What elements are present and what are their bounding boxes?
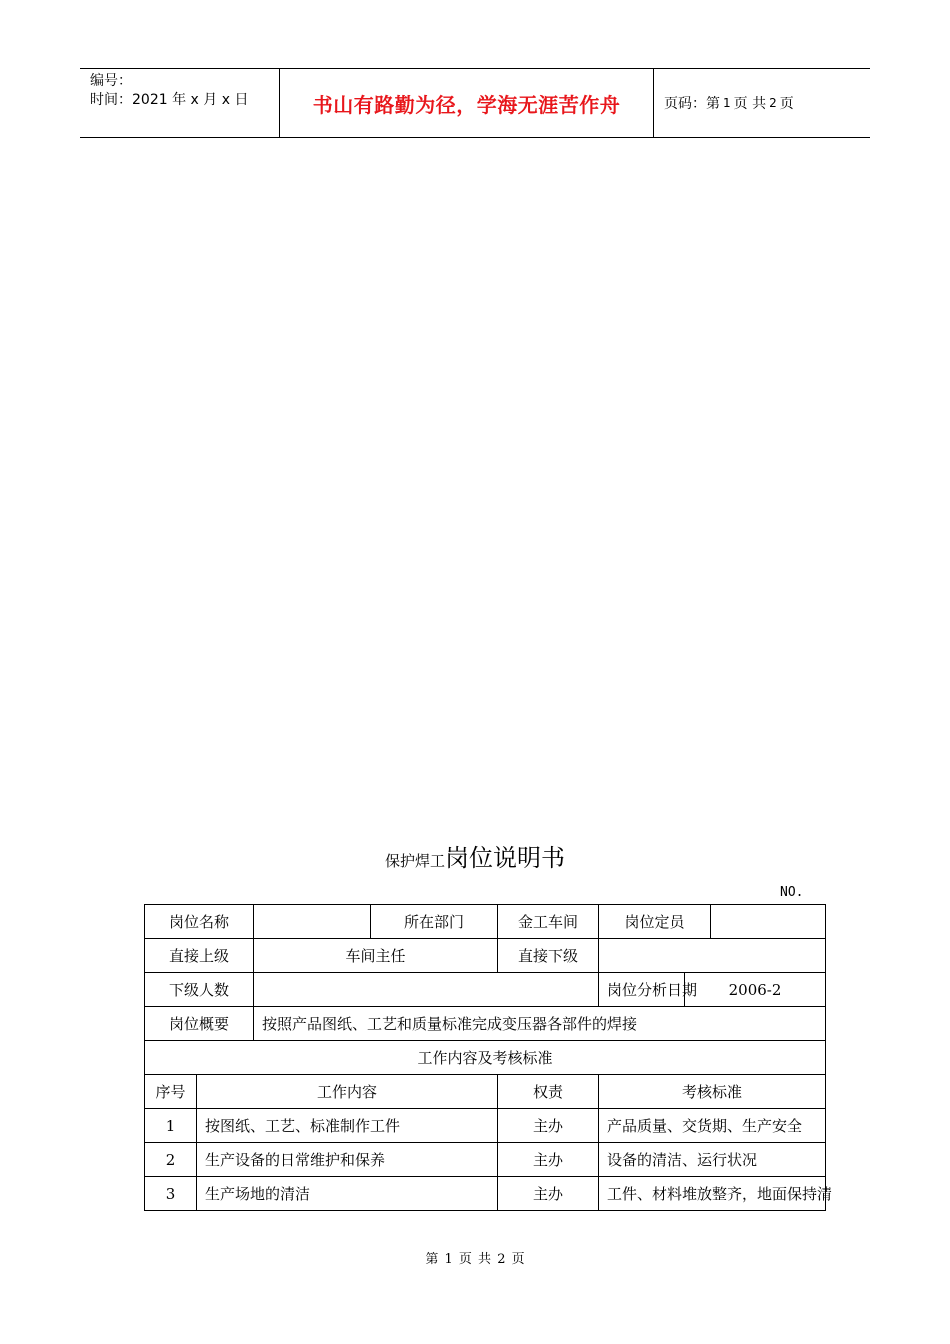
job-description-table [144,904,833,1211]
row-content: 生产场地的清洁 [197,1177,498,1211]
sub-count-label: 下级人数 [145,973,254,1007]
footer-prefix: 第 [425,1252,439,1267]
position-name-label: 岗位名称 [145,905,254,939]
time-day: x [221,92,231,108]
table-row [145,939,826,973]
column-header-content: 工作内容 [197,1075,498,1109]
superior-value: 车间主任 [254,939,498,973]
row-standard: 产品质量、交货期、生产安全 [599,1109,826,1143]
table-row [145,1109,826,1143]
row-responsibility: 主办 [498,1177,599,1211]
row-content: 生产设备的日常维护和保养 [197,1143,498,1177]
department-value: 金工车间 [498,905,599,939]
row-standard: 设备的清洁、运行状况 [599,1143,826,1177]
superior-label: 直接上级 [145,939,254,973]
table-row [145,973,826,1007]
time-year-unit: 年 [172,92,187,108]
table-header-row [145,1075,826,1109]
table-row [145,1041,826,1075]
analysis-date-value: 2006-2 [685,973,826,1007]
table-row [145,905,826,939]
footer-current: 1 [444,1252,453,1267]
column-header-standard: 考核标准 [599,1075,826,1109]
page-current: 1 [723,96,731,110]
row-content: 按图纸、工艺、标准制作工件 [197,1109,498,1143]
subordinate-label: 直接下级 [498,939,599,973]
time-year: 2021 [132,92,168,108]
footer-total: 2 [497,1252,506,1267]
time-label: 时间： [90,92,132,108]
section-title: 工作内容及考核标准 [145,1041,826,1075]
row-standard: 工件、材料堆放整齐，地面保持清 [599,1177,826,1211]
title-prefix: 保护焊工 [384,852,445,870]
sub-count-value [254,973,599,1007]
page-total: 2 [769,96,777,110]
time-day-unit: 日 [234,92,249,108]
subordinate-value [599,939,826,973]
summary-value: 按照产品图纸、工艺和质量标准完成变压器各部件的焊接 [254,1007,826,1041]
title-main: 岗位说明书 [445,844,565,872]
column-header-no: 序号 [145,1075,197,1109]
page-footer [0,1248,950,1267]
column-header-responsibility: 权责 [498,1075,599,1109]
department-label: 所在部门 [371,905,498,939]
page-mid: 页 共 [733,96,767,112]
row-no: 1 [145,1109,197,1143]
summary-label: 岗位概要 [145,1007,254,1041]
table-row [145,1007,826,1041]
time-line [90,91,279,110]
time-month: x [190,92,199,108]
page-prefix: 页码：第 [664,96,720,112]
headcount-value [711,905,826,939]
header-page-counter [654,69,870,137]
header-meta [80,69,280,137]
analysis-date-label: 岗位分析日期 [599,973,685,1007]
page-suffix: 页 [779,96,794,112]
footer-suffix: 页 [511,1252,525,1267]
position-name-value [254,905,371,939]
table-row [145,1177,826,1211]
document-number-label: NO. [780,885,804,900]
time-month-unit: 月 [203,92,218,108]
document-title [0,838,950,873]
header-motto: 书山有路勤为径，学海无涯苦作舟 [280,69,654,137]
footer-mid: 页 共 [458,1252,492,1267]
code-label: 编号： [90,73,132,89]
row-no: 3 [145,1177,197,1211]
row-responsibility: 主办 [498,1109,599,1143]
row-responsibility: 主办 [498,1143,599,1177]
row-no: 2 [145,1143,197,1177]
page-header [80,68,870,138]
headcount-label: 岗位定员 [599,905,711,939]
table-row [145,1143,826,1177]
